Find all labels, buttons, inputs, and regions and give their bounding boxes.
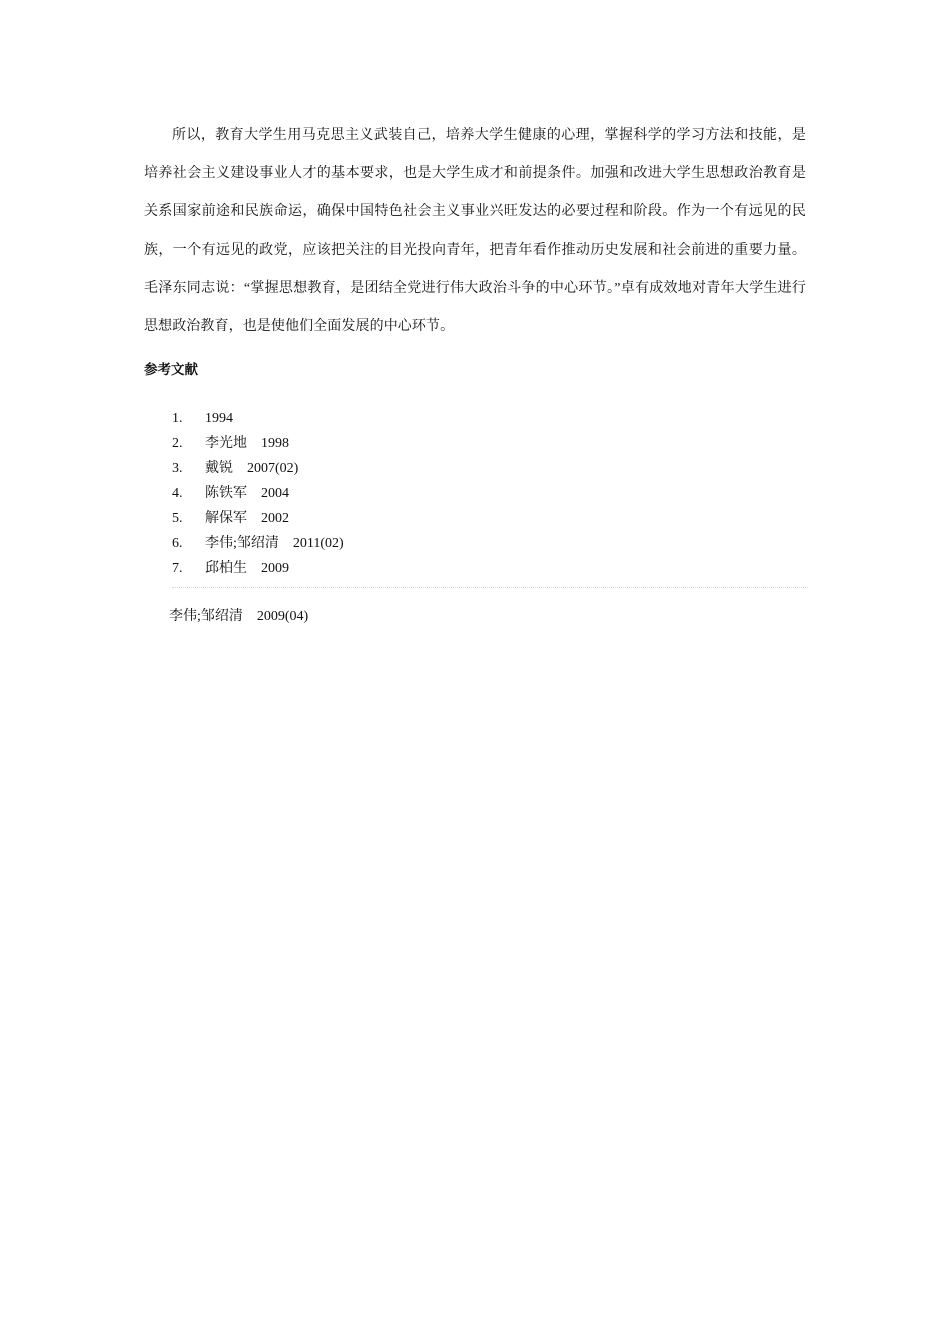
reference-number: 3. [172, 461, 183, 476]
reference-author: 李伟;邹绍清 [205, 536, 279, 551]
reference-item [172, 456, 808, 481]
reference-author: 陈铁军 [205, 486, 247, 501]
reference-year: 2004 [261, 486, 289, 501]
reference-year: 1998 [261, 436, 289, 451]
reference-number: 2. [172, 436, 183, 451]
reference-author: 李光地 [205, 436, 247, 451]
reference-number: 7. [172, 561, 183, 576]
references-heading: 参考文献 [144, 362, 198, 378]
reference-author: 解保军 [205, 511, 247, 526]
reference-number: 4. [172, 486, 183, 501]
reference-list [172, 406, 808, 588]
reference-item [172, 531, 808, 556]
body-paragraph: 所以，教育大学生用马克思主义武装自己，培养大学生健康的心理，掌握科学的学习方法和技能，是培养社会主义建设事业人才的基本要求，也是大学生成才和前提条件。加强和改进大学生思想政治教育是关系国家前途和民族命运，确保中国特色社会主义事业兴旺发达的必要过程和阶段。作为一个有远见的民族，一个有远见的政党，应该把关注的目光投向青年，把青年看作推动历史发展和社会前进的重要力量。毛泽东同志说：“掌握思想教育，是团结全党进行伟大政治斗争的中心环节。”卓有成效地对青年大学生进行思想政治教育，也是使他们全面发展的中心环节。 [144, 128, 806, 335]
extra-reference [169, 607, 308, 627]
reference-year: 2007(02) [247, 461, 299, 476]
reference-year: 2011(02) [292, 536, 344, 551]
reference-author: 邱柏生 [205, 561, 247, 576]
reference-item [172, 556, 808, 581]
reference-number: 5. [172, 511, 183, 526]
reference-number: 6. [172, 536, 183, 551]
reference-year: 2009(04) [256, 609, 309, 624]
reference-year: 2002 [261, 511, 289, 526]
reference-author: 李伟;邹绍清 [169, 609, 243, 624]
reference-number: 1. [172, 411, 183, 426]
reference-year: 2009 [261, 561, 289, 576]
reference-year: 1994 [205, 411, 233, 426]
reference-author: 戴锐 [205, 461, 233, 476]
reference-item [172, 431, 808, 456]
reference-item [172, 506, 808, 531]
reference-item [172, 481, 808, 506]
reference-item [172, 406, 808, 431]
